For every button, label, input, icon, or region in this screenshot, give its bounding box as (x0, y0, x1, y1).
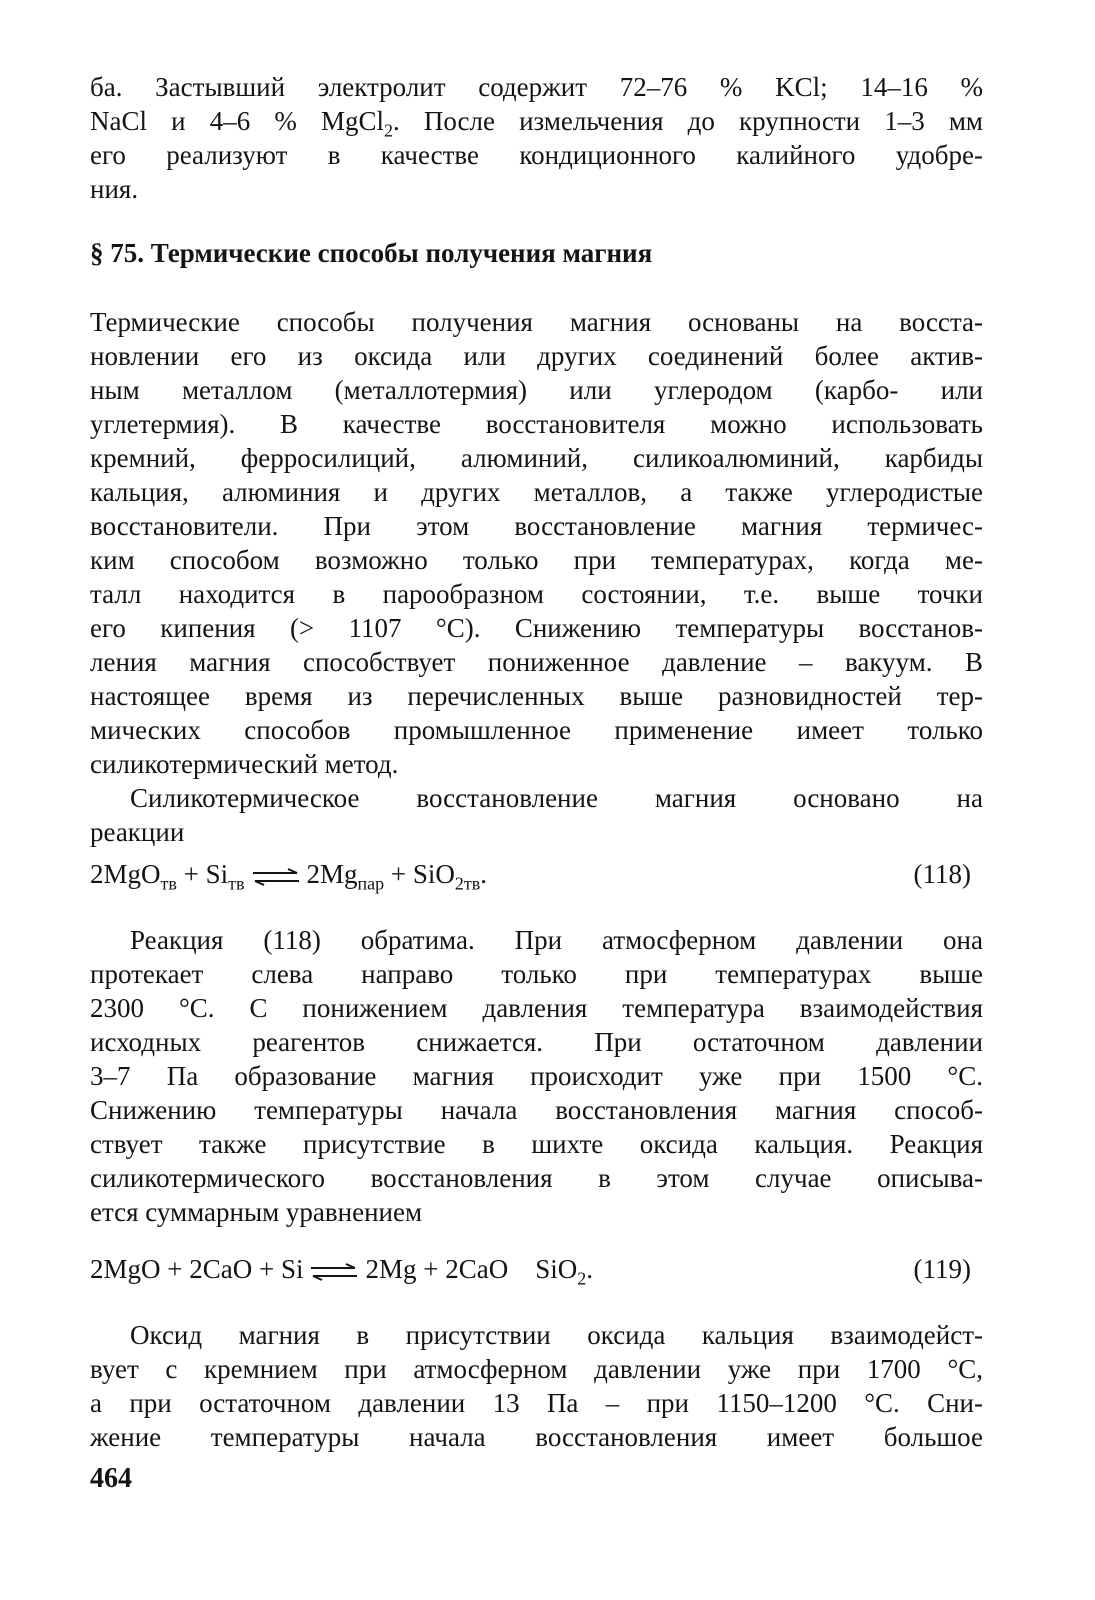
text-line: а при остаточном давлении 13 Па – при 1150–1200 °С. Сни- (90, 1388, 983, 1418)
text-line: ния. (90, 174, 139, 204)
text-line: кремний, ферросилиций, алюминий, силикоалюминий, карбиды (90, 443, 983, 473)
text-line: восстановители. При этом восстановление магния термичес- (90, 511, 983, 541)
text-line: протекает слева направо только при температурах выше (90, 959, 983, 989)
equation-119 (90, 1252, 983, 1289)
equilibrium-arrows-icon (309, 1263, 359, 1281)
text-line: его реализуют в качестве кондиционного калийного удобре- (90, 140, 983, 170)
text-line: Термические способы получения магния основаны на восста- (90, 307, 983, 337)
equilibrium-arrows-icon (251, 868, 301, 886)
text-line: Оксид магния в присутствии оксида кальция взаимодейст- (130, 1320, 983, 1350)
equation-118 (90, 857, 983, 894)
text-line: ствует также присутствие в шихте оксида кальция. Реакция (90, 1129, 983, 1159)
text-line: талл находится в парообразном состоянии, т.е. выше точки (90, 579, 983, 609)
text-line: вует с кремнием при атмосферном давлении уже при 1700 °С, (90, 1354, 983, 1384)
equation-formula: 2MgO + 2CaO + Si 2Mg + 2CaO SiO$_2$. (90, 1254, 593, 1289)
equation-number: (119) (913, 1254, 971, 1284)
text-line: 3–7 Па образование магния происходит уже при 1500 °С. (90, 1061, 983, 1091)
text-line: Снижению температуры начала восстановления магния способ- (90, 1095, 983, 1125)
text-line: настоящее время из перечисленных выше разновидностей тер- (90, 681, 983, 711)
equation-formula: $2MgO_{тв} + Si_{тв}$ $2Mg_{пар} + SiO_{2тв}$. (90, 859, 488, 894)
text-line: кальция, алюминия и других металлов, а также углеродистые (90, 477, 983, 507)
text-line: мических способов промышленное применение имеет только (90, 715, 983, 745)
text-line: новлении его из оксида или других соединений более актив- (90, 341, 983, 371)
text-line: ется суммарным уравнением (90, 1197, 423, 1227)
text-line: NaCl и 4–6 % MgCl$_2$. После измельчения до крупности 1–3 мм (90, 106, 984, 141)
text-line: 2300 °С. С понижением давления температура взаимодействия (90, 993, 983, 1023)
text-line: силикотермический метод. (90, 749, 399, 779)
equation-number: (118) (913, 859, 971, 889)
text-line: силикотермического восстановления в этом случае описыва- (90, 1163, 983, 1193)
text-line: его кипения (> 1107 °С). Снижению температуры восстанов- (90, 613, 983, 643)
text-line: ным металлом (металлотермия) или углеродом (карбо- или (90, 375, 983, 405)
text-line: ба. Застывший электролит содержит 72–76 % KCl; 14–16 % (90, 72, 983, 102)
text-line: реакции (90, 817, 185, 847)
section-heading: § 75. Термические способы получения магния (90, 238, 653, 268)
text-line: исходных реагентов снижается. При остаточном давлении (90, 1027, 983, 1057)
text-line: Силикотермическое восстановление магния основано на (130, 783, 983, 813)
text-line: ления магния способствует пониженное давление – вакуум. В (90, 647, 983, 677)
text-line: жение температуры начала восстановления имеет большое (90, 1422, 983, 1452)
text-line: ким способом возможно только при температурах, когда ме- (90, 545, 983, 575)
page-number: 464 (90, 1463, 132, 1494)
text-line: Реакция (118) обратима. При атмосферном давлении она (130, 925, 983, 955)
text-line: углетермия). В качестве восстановителя можно использовать (90, 409, 983, 439)
